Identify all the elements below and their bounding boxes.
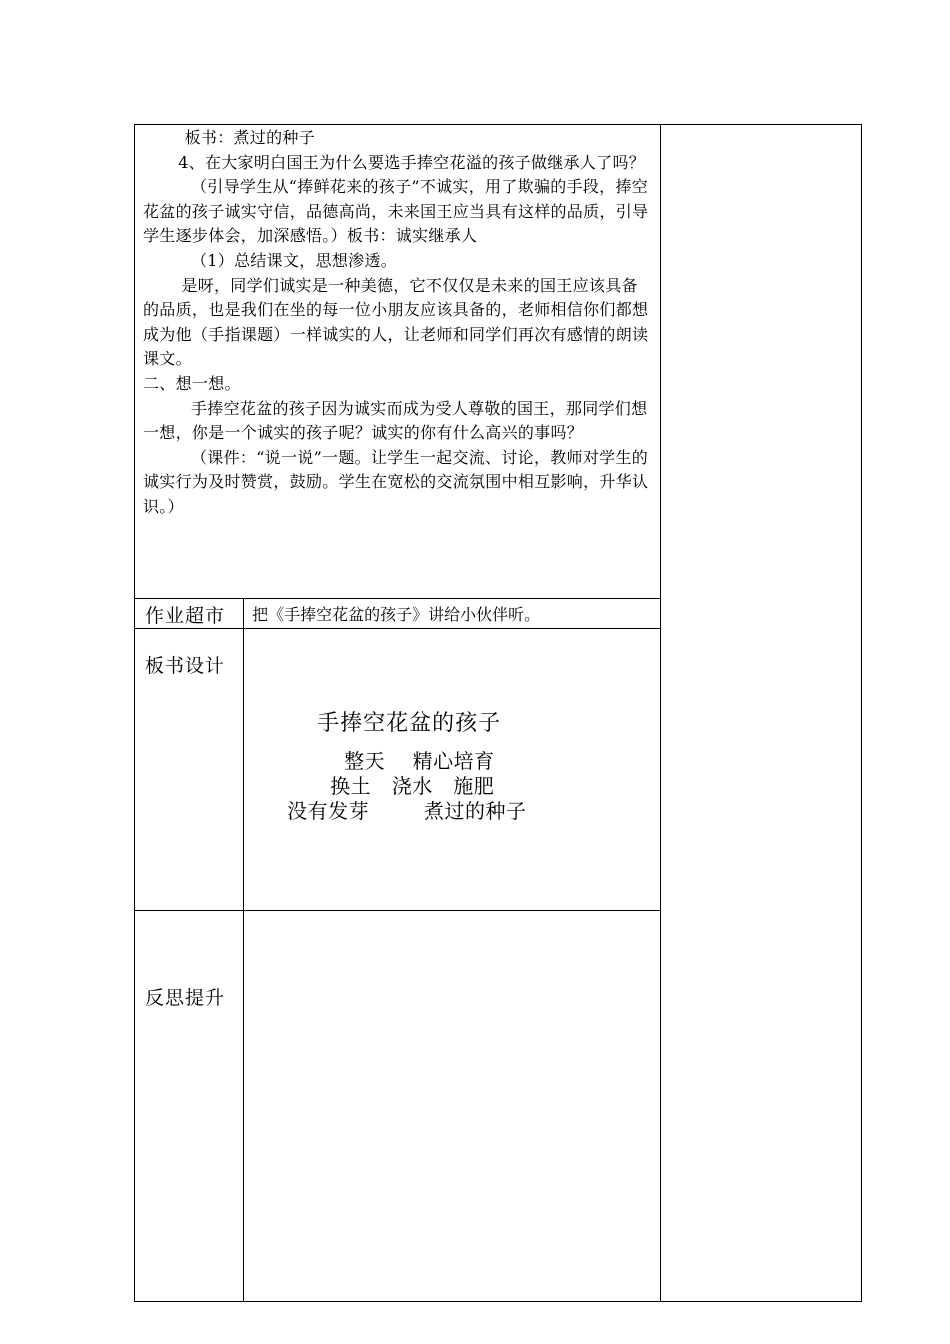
homework-label: 作业超市 (135, 599, 244, 629)
lesson-paragraph: 板书：煮过的种子 (184, 128, 315, 147)
lesson-process-text (135, 125, 660, 520)
board-title: 手捧空花盆的孩子 (317, 711, 502, 736)
board-line: 整天 精心培育 (344, 749, 495, 773)
board-line: 没有发芽 煮过的种子 (287, 799, 527, 823)
reflection-label: 反思提升 (135, 911, 244, 1302)
board-design-label: 板书设计 (135, 629, 244, 911)
board-line: 换土 浇水 施肥 (330, 774, 495, 798)
lesson-paragraph: 手捧空花盆的孩子因为诚实而成为受人尊敬的国王，那同学们想一想，你是一个诚实的孩子呢？诚实的你有什么高兴的事吗？ (143, 398, 648, 443)
lesson-plan-table (134, 124, 862, 1302)
lesson-paragraph: 是呀，同学们诚实是一种美德，它不仅仅是未来的国王应该具备的品质，也是我们在坐的每一位小朋友应该具备的，老师相信你们都想成为他（手指课题）一样诚实的人，让老师和同学们再次有感情的朗读课文。 (143, 275, 649, 369)
notes-column (660, 125, 861, 1302)
reflection-cell (244, 911, 661, 1302)
lesson-paragraph: （引导学生从“捧鲜花来的孩子”不诚实，用了欺骗的手段，捧空花盆的孩子诚实守信，品德高尚，未来国王应当具有这样的品质，引导学生逐步体会，加深感悟。）板书：诚实继承人 (143, 177, 649, 246)
board-design-cell (244, 629, 661, 911)
lesson-paragraph: （课件：“说一说”一题。让学生一起交流、讨论，教师对学生的诚实行为及时赞赏，鼓励。学生在宽松的交流氛围中相互影响，升华认识。） (143, 447, 649, 516)
homework-text: 把《手捧空花盆的孩子》讲给小伙伴听。 (244, 599, 661, 629)
lesson-section-heading: 二、想一想。 (143, 373, 241, 393)
lesson-paragraph: （1）总结课文，思想渗透。 (191, 250, 398, 270)
lesson-paragraph: 4、在大家明白国王为什么要选手捧空花溢的孩子做继承人了吗？ (178, 152, 646, 172)
lesson-process-cell (135, 125, 661, 599)
